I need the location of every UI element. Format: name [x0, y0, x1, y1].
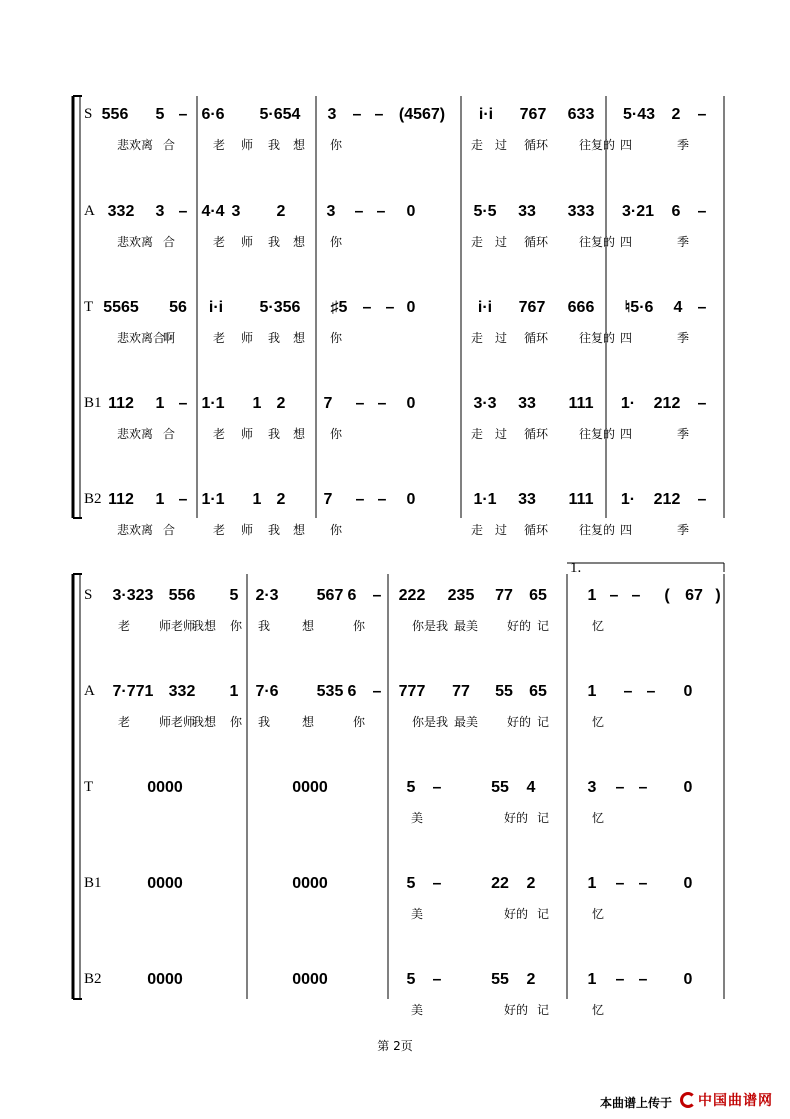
note-group: 7·6	[255, 683, 279, 700]
note-group: 767	[519, 106, 547, 123]
lyric-syllable: 过	[495, 235, 508, 249]
lyric-syllable: 想	[293, 235, 306, 249]
lyric-syllable: 好的	[507, 715, 532, 729]
note-group: 3	[587, 779, 597, 796]
note-group: 3·21	[621, 203, 655, 220]
note-group: –	[377, 395, 387, 412]
lyric-syllable: 季	[677, 138, 690, 152]
note-group: –	[615, 971, 625, 988]
lyric-syllable: 循环	[524, 235, 549, 249]
note-group: i·i	[478, 106, 494, 123]
lyric-syllable: 循环	[524, 138, 549, 152]
lyric-syllable: 想	[293, 138, 306, 152]
note-group: 5·654	[259, 106, 301, 123]
note-group: –	[697, 106, 707, 123]
note-group: (4567)	[398, 106, 446, 123]
note-group: 2	[276, 203, 286, 220]
lyric-syllable: 想	[293, 427, 306, 441]
lyric-syllable: 你	[330, 138, 343, 152]
volta-label: 1.	[570, 560, 582, 576]
note-group: 556	[168, 587, 196, 604]
note-group: 1	[252, 395, 262, 412]
note-group: 1	[155, 491, 165, 508]
note-group: 1	[587, 875, 597, 892]
lyric-syllable: 走	[471, 235, 484, 249]
lyric-syllable: 师	[241, 523, 254, 537]
lyric-syllable: 师老师	[159, 715, 196, 729]
note-group: 1	[587, 587, 597, 604]
lyric-syllable: 你	[330, 235, 343, 249]
lyric-syllable: 你	[230, 715, 243, 729]
note-group: 5565	[103, 299, 139, 316]
lyric-syllable: 循环	[524, 523, 549, 537]
note-group: 222	[398, 587, 426, 604]
note-group: 2	[671, 106, 681, 123]
note-group: –	[638, 875, 648, 892]
lyric-syllable: 我	[258, 715, 271, 729]
note-group: 0000	[147, 779, 183, 796]
note-group: 56	[169, 299, 187, 316]
logo-icon	[680, 1092, 696, 1108]
note-group: 6	[347, 587, 357, 604]
lyric-syllable: 季	[677, 523, 690, 537]
note-group: –	[432, 875, 442, 892]
note-group: 0	[683, 971, 693, 988]
note-group: –	[372, 683, 382, 700]
lyric-syllable: 我	[268, 331, 281, 345]
note-group: 2	[526, 971, 536, 988]
note-group: 65	[529, 587, 547, 604]
lyric-syllable: 想	[293, 331, 306, 345]
part-label: T	[84, 299, 94, 315]
lyric-syllable: 走	[471, 331, 484, 345]
note-group: 1·1	[201, 491, 225, 508]
note-group: 633	[567, 106, 595, 123]
note-group: 5	[406, 971, 416, 988]
lyric-syllable: 悲欢离	[117, 523, 154, 537]
note-group: 3	[155, 203, 165, 220]
note-group: 0000	[292, 971, 328, 988]
note-group: 6·6	[201, 106, 225, 123]
note-group: 5	[155, 106, 165, 123]
note-group: 55	[491, 971, 509, 988]
page-number: 第 2页	[377, 1039, 413, 1053]
lyric-syllable: 我	[258, 619, 271, 633]
note-group: 7·771	[112, 683, 154, 700]
lyric-syllable: 我想	[192, 715, 217, 729]
note-group: 0	[406, 203, 416, 220]
note-group: 0000	[292, 779, 328, 796]
lyric-syllable: 师	[241, 331, 254, 345]
note-group: 5·43	[622, 106, 656, 123]
lyric-syllable: 记	[537, 907, 550, 921]
note-group: –	[354, 203, 364, 220]
lyric-syllable: 往复的	[579, 331, 616, 345]
note-group: 1·1	[201, 395, 225, 412]
note-group: i·i	[208, 299, 224, 316]
note-group: 0	[683, 875, 693, 892]
site-logo	[680, 1090, 773, 1110]
note-group: –	[178, 106, 188, 123]
note-group: 4	[526, 779, 536, 796]
note-group: 0	[683, 779, 693, 796]
lyric-syllable: 季	[677, 331, 690, 345]
lyric-syllable: 我想	[192, 619, 217, 633]
lyric-syllable: 四	[620, 235, 633, 249]
note-group: 0	[406, 491, 416, 508]
note-group: –	[355, 395, 365, 412]
lyric-syllable: 老	[213, 523, 226, 537]
note-group: 0000	[292, 875, 328, 892]
note-group: ♯5	[330, 299, 348, 316]
lyric-syllable: 你	[353, 619, 366, 633]
part-label: B1	[84, 875, 102, 891]
note-group: –	[352, 106, 362, 123]
lyric-syllable: 往复的	[579, 138, 616, 152]
lyric-syllable: 循环	[524, 427, 549, 441]
note-group: –	[377, 491, 387, 508]
note-group: 5	[229, 587, 239, 604]
note-group: –	[178, 395, 188, 412]
note-group: 0	[406, 299, 416, 316]
lyric-syllable: 美	[411, 811, 424, 825]
note-group: (	[664, 587, 670, 604]
note-group: 3	[231, 203, 241, 220]
note-group: 1	[252, 491, 262, 508]
note-group: i·i	[477, 299, 493, 316]
note-group: 77	[495, 587, 513, 604]
lyric-syllable: 美	[411, 1003, 424, 1017]
lyric-syllable: 你	[330, 523, 343, 537]
part-label: T	[84, 779, 94, 795]
note-group: –	[178, 203, 188, 220]
lyric-syllable: 记	[537, 811, 550, 825]
lyric-syllable: 忆	[592, 619, 605, 633]
note-group: )	[715, 587, 721, 604]
lyric-syllable: 往复的	[579, 523, 616, 537]
lyric-syllable: 你是我	[412, 619, 449, 633]
note-group: 6	[671, 203, 681, 220]
note-group: –	[385, 299, 395, 316]
note-group: –	[609, 587, 619, 604]
note-group: 33	[518, 395, 536, 412]
note-group: 556	[101, 106, 129, 123]
note-group: –	[178, 491, 188, 508]
lyric-syllable: 过	[495, 331, 508, 345]
note-group: 33	[518, 491, 536, 508]
note-group: 1·	[620, 491, 636, 508]
note-group: –	[646, 683, 656, 700]
note-group: –	[697, 203, 707, 220]
note-group: 1	[229, 683, 239, 700]
lyric-syllable: 过	[495, 138, 508, 152]
note-group: 6	[347, 683, 357, 700]
note-group: –	[697, 299, 707, 316]
lyric-syllable: 季	[677, 427, 690, 441]
note-group: 333	[567, 203, 595, 220]
lyric-syllable: 悲欢离	[117, 235, 154, 249]
lyric-syllable: 合	[163, 523, 176, 537]
note-group: 5·5	[473, 203, 497, 220]
lyric-syllable: 啊	[163, 331, 176, 345]
note-group: –	[376, 203, 386, 220]
note-group: 111	[568, 395, 594, 412]
note-group: 235	[447, 587, 475, 604]
lyric-syllable: 四	[620, 523, 633, 537]
note-group: 2·3	[255, 587, 279, 604]
note-group: 22	[491, 875, 509, 892]
lyric-syllable: 记	[537, 1003, 550, 1017]
note-group: 0	[406, 395, 416, 412]
note-group: 2	[276, 395, 286, 412]
part-label: A	[84, 203, 95, 219]
lyric-syllable: 我	[268, 523, 281, 537]
note-group: –	[432, 779, 442, 796]
lyric-syllable: 悲欢离合	[117, 331, 166, 345]
note-group: –	[432, 971, 442, 988]
note-group: 1	[587, 971, 597, 988]
lyric-syllable: 老	[118, 619, 131, 633]
note-group: 55	[495, 683, 513, 700]
lyric-syllable: 走	[471, 523, 484, 537]
note-group: 65	[529, 683, 547, 700]
note-group: 1	[587, 683, 597, 700]
lyric-syllable: 师	[241, 235, 254, 249]
lyric-syllable: 好的	[504, 811, 529, 825]
note-group: –	[697, 395, 707, 412]
lyric-syllable: 你是我	[412, 715, 449, 729]
note-group: 1·	[620, 395, 636, 412]
note-group: 112	[108, 395, 134, 412]
lyric-syllable: 我	[268, 138, 281, 152]
note-group: 5·356	[259, 299, 301, 316]
lyric-syllable: 我	[268, 427, 281, 441]
lyric-syllable: 忆	[592, 1003, 605, 1017]
lyric-syllable: 老	[213, 427, 226, 441]
note-group: 4·4	[201, 203, 225, 220]
note-group: –	[638, 971, 648, 988]
note-group: –	[615, 875, 625, 892]
lyric-syllable: 走	[471, 427, 484, 441]
note-group: 3	[326, 203, 336, 220]
note-group: 77	[452, 683, 470, 700]
note-group: 535	[316, 683, 344, 700]
note-group: 5	[406, 875, 416, 892]
lyric-syllable: 你	[353, 715, 366, 729]
lyric-syllable: 合	[163, 235, 176, 249]
note-group: 212	[653, 395, 681, 412]
lyric-syllable: 忆	[592, 715, 605, 729]
note-group: –	[697, 491, 707, 508]
note-group: 112	[108, 491, 134, 508]
note-group: 3·3	[473, 395, 497, 412]
lyric-syllable: 好的	[504, 907, 529, 921]
lyric-syllable: 悲欢离	[117, 427, 154, 441]
part-label: B1	[84, 395, 102, 411]
lyric-syllable: 师	[241, 427, 254, 441]
note-group: 3	[327, 106, 337, 123]
note-group: 67	[685, 587, 703, 604]
note-group: 0000	[147, 875, 183, 892]
note-group: 5	[406, 779, 416, 796]
lyric-syllable: 四	[620, 427, 633, 441]
note-group: 1	[155, 395, 165, 412]
lyric-syllable: 想	[302, 715, 315, 729]
note-group: 777	[398, 683, 426, 700]
note-group: –	[355, 491, 365, 508]
note-group: –	[372, 587, 382, 604]
lyric-syllable: 合	[163, 427, 176, 441]
note-group: 1·1	[473, 491, 497, 508]
note-group: 567	[316, 587, 344, 604]
lyric-syllable: 我	[268, 235, 281, 249]
note-group: 7	[323, 395, 333, 412]
lyric-syllable: 记	[537, 619, 550, 633]
note-group: 212	[653, 491, 681, 508]
lyric-syllable: 好的	[507, 619, 532, 633]
lyric-syllable: 你	[230, 619, 243, 633]
lyric-syllable: 师	[241, 138, 254, 152]
lyric-syllable: 最美	[454, 715, 479, 729]
lyric-syllable: 四	[620, 331, 633, 345]
lyric-syllable: 最美	[454, 619, 479, 633]
note-group: 332	[168, 683, 196, 700]
note-group: 7	[323, 491, 333, 508]
note-group: –	[638, 779, 648, 796]
part-label: A	[84, 683, 95, 699]
note-group: 33	[518, 203, 536, 220]
lyric-syllable: 过	[495, 523, 508, 537]
lyric-syllable: 老	[213, 331, 226, 345]
note-group: 2	[526, 875, 536, 892]
note-group: –	[374, 106, 384, 123]
upload-credit: 本曲谱上传于	[600, 1096, 673, 1110]
lyric-syllable: 记	[537, 715, 550, 729]
lyric-syllable: 走	[471, 138, 484, 152]
lyric-syllable: 往复的	[579, 235, 616, 249]
lyric-syllable: 老	[118, 715, 131, 729]
note-group: 4	[673, 299, 683, 316]
lyric-syllable: 美	[411, 907, 424, 921]
part-label: B2	[84, 971, 102, 987]
note-group: 332	[107, 203, 135, 220]
lyric-syllable: 四	[620, 138, 633, 152]
lyric-syllable: 忆	[592, 907, 605, 921]
lyric-syllable: 老	[213, 138, 226, 152]
note-group: –	[615, 779, 625, 796]
part-label: S	[84, 587, 93, 603]
note-group: 111	[568, 491, 594, 508]
note-group: 0000	[147, 971, 183, 988]
lyric-syllable: 过	[495, 427, 508, 441]
lyric-syllable: 季	[677, 235, 690, 249]
lyric-syllable: 你	[330, 427, 343, 441]
site-logo-text: 中国曲谱网	[698, 1093, 773, 1109]
note-group: –	[623, 683, 633, 700]
part-label: S	[84, 106, 93, 122]
note-group: 767	[518, 299, 546, 316]
part-label: B2	[84, 491, 102, 507]
note-group: 666	[567, 299, 595, 316]
lyric-syllable: 老	[213, 235, 226, 249]
lyric-syllable: 你	[330, 331, 343, 345]
note-group: –	[631, 587, 641, 604]
note-group: 55	[491, 779, 509, 796]
lyric-syllable: 好的	[504, 1003, 529, 1017]
note-group: 0	[683, 683, 693, 700]
note-group: 2	[276, 491, 286, 508]
lyric-syllable: 循环	[524, 331, 549, 345]
lyric-syllable: 师老师	[159, 619, 196, 633]
lyric-syllable: 往复的	[579, 427, 616, 441]
note-group: 3·323	[112, 587, 154, 604]
lyric-syllable: 忆	[592, 811, 605, 825]
lyric-syllable: 悲欢离	[117, 138, 154, 152]
lyric-syllable: 合	[163, 138, 176, 152]
note-group: –	[362, 299, 372, 316]
note-group: ♮5·6	[624, 299, 654, 316]
lyric-syllable: 想	[302, 619, 315, 633]
lyric-syllable: 想	[293, 523, 306, 537]
